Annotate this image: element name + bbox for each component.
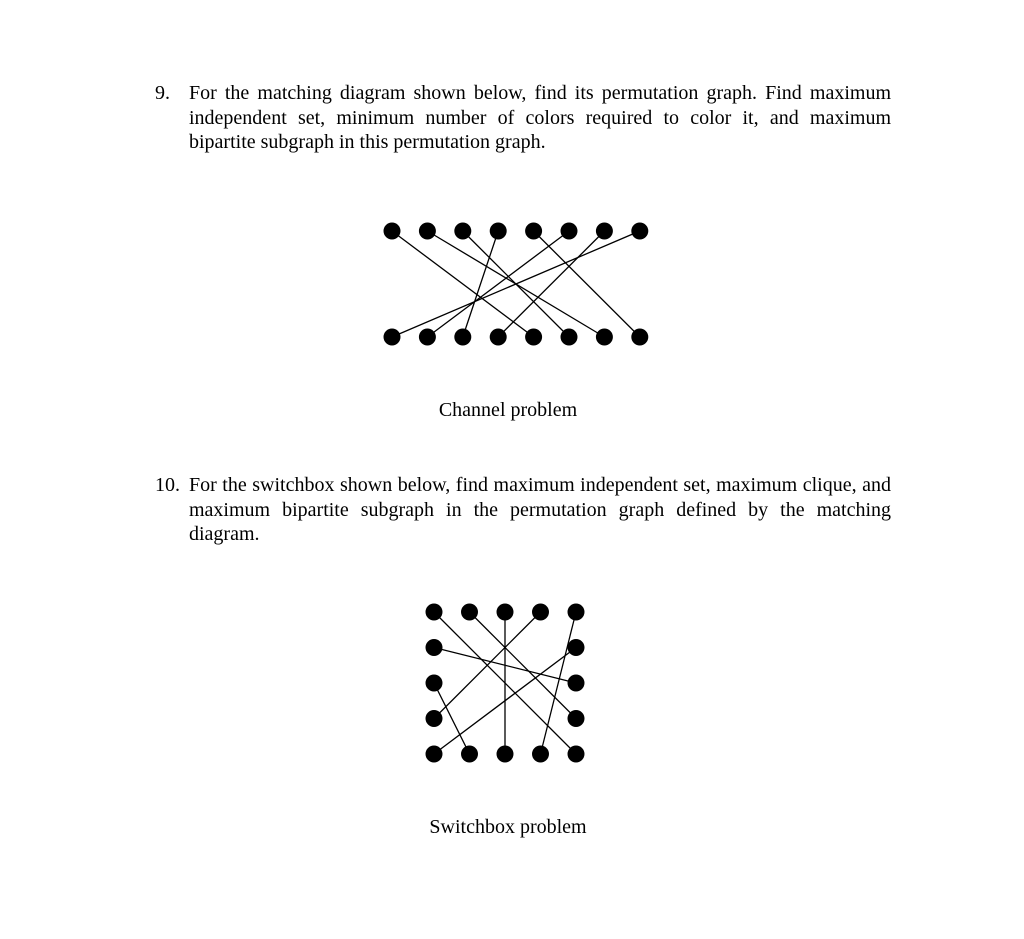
problem-number: 9. xyxy=(155,82,170,104)
switchbox-pin xyxy=(568,746,585,763)
problem-number: 10. xyxy=(155,474,180,496)
switchbox-wire xyxy=(470,612,577,719)
switchbox-pin xyxy=(426,604,443,621)
switchbox-pin xyxy=(426,639,443,656)
problem-text: For the matching diagram shown below, find its permutation graph. Find maximum independent set, minimum number of colors required to color it, and maximum bipartite subgraph in this permutation graph. xyxy=(189,82,891,153)
switchbox-pin xyxy=(426,675,443,692)
switchbox-pin xyxy=(426,710,443,727)
switchbox-pin xyxy=(532,604,549,621)
switchbox-pin xyxy=(568,710,585,727)
switchbox-caption: Switchbox problem xyxy=(429,816,587,838)
switchbox-pin xyxy=(568,675,585,692)
switchbox-pin xyxy=(461,604,478,621)
switchbox-pin xyxy=(461,746,478,763)
channel-caption: Channel problem xyxy=(438,399,578,421)
switchbox-pin xyxy=(497,746,514,763)
switchbox-pin xyxy=(568,604,585,621)
switchbox-pin xyxy=(568,639,585,656)
problem-text: For the switchbox shown below, find maximum independent set, maximum clique, and maximum bipartite subgraph in the permutation graph defined by the matching diagram. xyxy=(189,474,891,545)
switchbox-pin xyxy=(497,604,514,621)
switchbox-pin xyxy=(426,746,443,763)
switchbox-pin xyxy=(532,746,549,763)
